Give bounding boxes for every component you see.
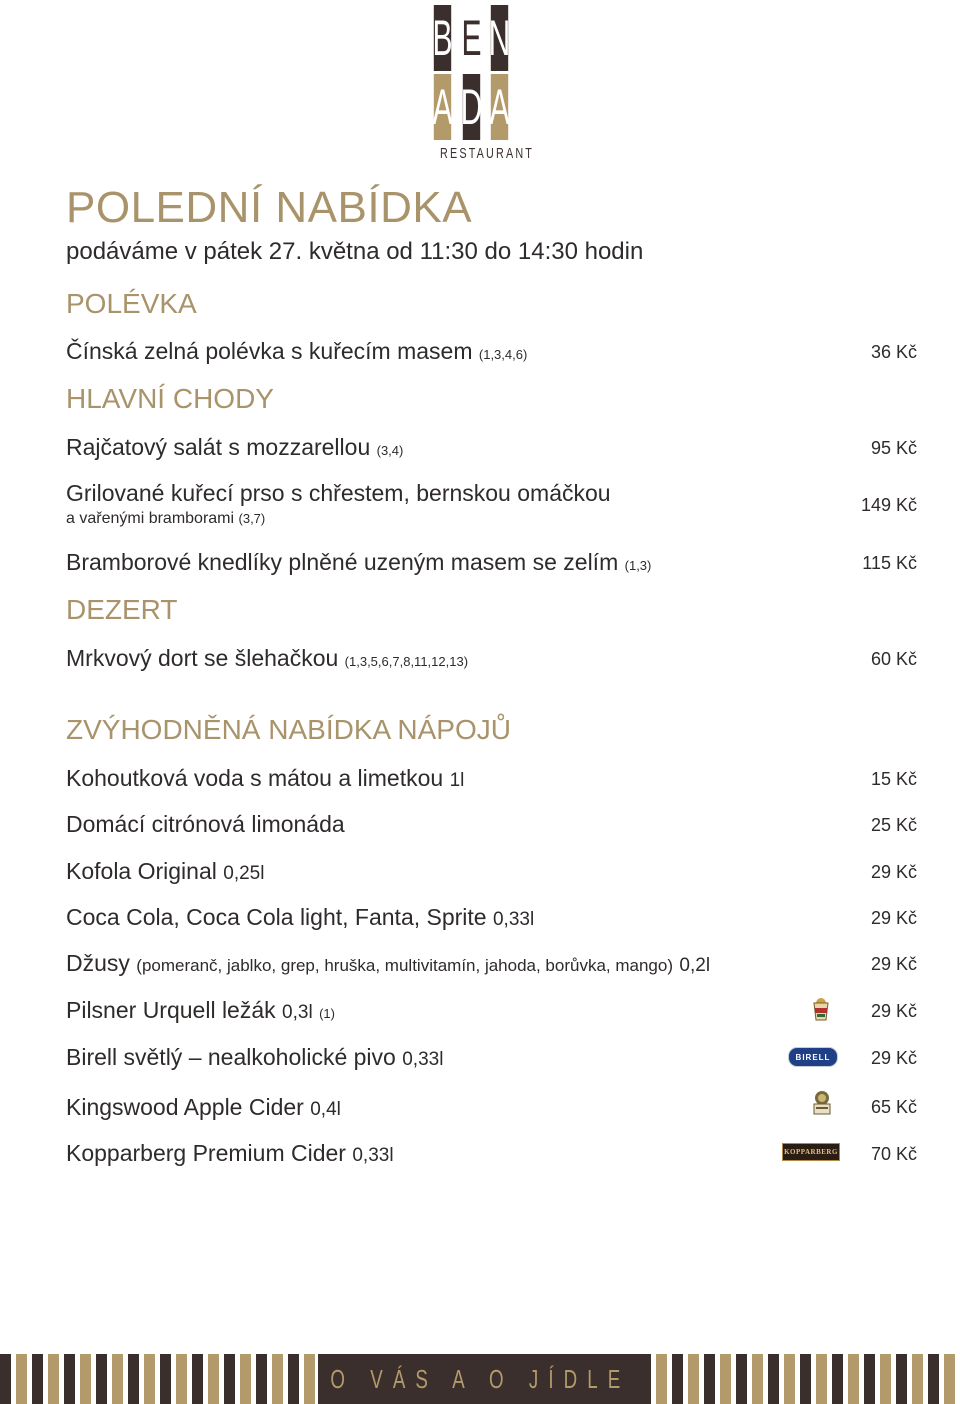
item-volume: 1l (449, 770, 465, 791)
logo-letter: B (434, 5, 451, 71)
item-detail: (pomeranč, jablko, grep, hruška, multivitamín, jahoda, borůvka, mango) (136, 956, 674, 975)
menu-item (66, 859, 264, 885)
menu-item (66, 550, 651, 575)
item-name: Domácí citrónová limonáda (66, 811, 345, 837)
pilsner-logo-icon (808, 996, 834, 1022)
item-allergens: (1,3,4,6) (478, 347, 528, 362)
item-price: 25 Kč (870, 815, 917, 835)
kingswood-logo-icon (810, 1089, 834, 1117)
birell-logo-text: BIRELL (795, 1052, 831, 1062)
item-allergens: (1,3) (624, 558, 652, 573)
item-price: 29 Kč (870, 1001, 917, 1021)
menu-item (66, 812, 345, 837)
section-heading-soup: POLÉVKA (66, 288, 197, 319)
item-allergens: (1,3,5,6,7,8,11,12,13) (344, 654, 469, 669)
item-price: 65 Kč (870, 1097, 917, 1117)
logo-letter: D (463, 74, 480, 140)
logo-letter: N (491, 5, 508, 71)
item-price: 115 Kč (862, 553, 917, 573)
menu-item (66, 481, 611, 506)
logo-letter: A (434, 74, 451, 140)
item-price: 29 Kč (870, 1048, 917, 1068)
footer-banner (0, 1354, 960, 1404)
item-volume: 0,4l (310, 1099, 341, 1120)
birell-logo-icon (788, 1047, 838, 1067)
menu-item (66, 998, 335, 1024)
menu-item (66, 1045, 443, 1071)
item-price: 149 Kč (860, 495, 917, 515)
page-subtitle: podáváme v pátek 27. května od 11:30 do 14:30 hodin (66, 238, 644, 265)
item-name: Džusy (66, 950, 130, 976)
item-price: 70 Kč (870, 1144, 917, 1164)
item-volume: 0,3l (282, 1002, 313, 1023)
logo-letter: E (463, 5, 480, 71)
item-volume: 0,25l (223, 863, 265, 884)
restaurant-logo (428, 5, 535, 165)
section-heading-dessert: DEZERT (66, 594, 178, 625)
item-allergens: (1) (319, 1006, 335, 1021)
footer-band (318, 1354, 642, 1404)
item-name: Kofola Original (66, 858, 217, 884)
item-name: Kohoutková voda s mátou a limetkou (66, 765, 444, 791)
item-price: 15 Kč (870, 769, 917, 789)
item-volume: 0,33l (402, 1049, 444, 1070)
page-title: POLEDNÍ NABÍDKA (66, 183, 473, 232)
item-volume: 0,2l (679, 955, 711, 976)
item-name: Mrkvový dort se šlehačkou (66, 645, 339, 671)
menu-item (66, 1141, 394, 1167)
item-price: 60 Kč (870, 649, 917, 669)
item-allergens: (3,4) (376, 443, 404, 458)
menu-item (66, 905, 534, 931)
item-name: Coca Cola, Coca Cola light, Fanta, Sprite (66, 904, 487, 930)
item-price: 29 Kč (870, 908, 917, 928)
item-price: 95 Kč (870, 438, 917, 458)
item-name: Bramborové knedlíky plněné uzeným masem se zelím (66, 549, 619, 575)
menu-item (66, 435, 403, 460)
menu-item (66, 339, 527, 364)
item-allergens: (3,7) (238, 511, 266, 526)
kopparberg-logo-text: KOPPARBERG (784, 1148, 838, 1156)
item-name: Kingswood Apple Cider (66, 1094, 304, 1120)
logo-subtitle: RESTAURANT (440, 145, 535, 162)
item-price: 29 Kč (870, 862, 917, 882)
logo-letter: A (491, 74, 508, 140)
section-heading-main: HLAVNÍ CHODY (66, 383, 274, 414)
menu-item (66, 766, 464, 792)
menu-item-continuation (66, 510, 265, 528)
item-volume: 0,33l (352, 1145, 394, 1166)
footer-slogan: O VÁS A O JÍDLE (330, 1363, 630, 1394)
item-name: Grilované kuřecí prso s chřestem, bernskou omáčkou (66, 480, 611, 506)
section-heading-drinks: ZVÝHODNĚNÁ NABÍDKA NÁPOJŮ (66, 714, 511, 745)
item-price: 36 Kč (870, 342, 917, 362)
item-name: Rajčatový salát s mozzarellou (66, 434, 371, 460)
item-price: 29 Kč (870, 954, 917, 974)
item-name: Čínská zelná polévka s kuřecím masem (66, 338, 473, 364)
menu-item (66, 1095, 341, 1121)
menu-item (66, 646, 468, 671)
kopparberg-logo-icon (782, 1143, 840, 1161)
item-volume: 0,33l (492, 909, 535, 930)
item-name: Birell světlý – nealkoholické pivo (66, 1044, 396, 1070)
item-name-line2: a vařenými bramborami (66, 510, 235, 527)
menu-item (66, 951, 710, 977)
item-name: Pilsner Urquell ležák (66, 997, 276, 1023)
item-name: Kopparberg Premium Cider (66, 1140, 346, 1166)
